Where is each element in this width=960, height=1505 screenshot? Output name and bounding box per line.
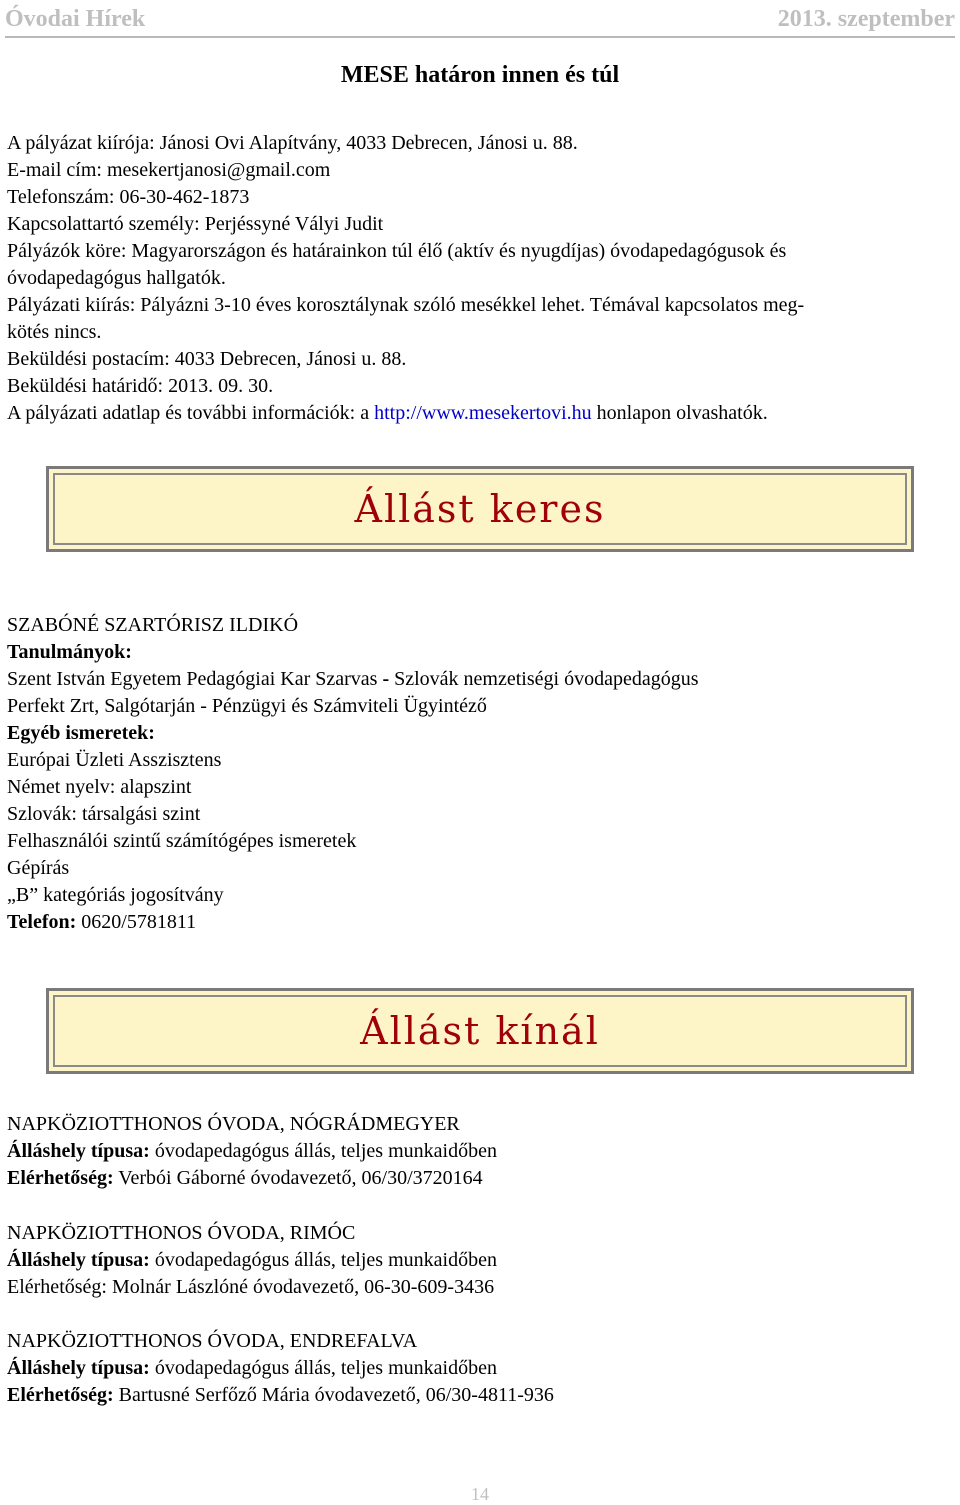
studies-label: Tanulmányok: [7, 641, 132, 663]
skill-item: Szlovák: társalgási szint [7, 803, 201, 825]
page-header [5, 0, 955, 38]
offer-type-label: Álláshely típusa: [7, 1249, 150, 1271]
skill-item: Gépírás [7, 857, 70, 879]
offer-type-value: óvodapedagógus állás, teljes munkaidőben [149, 1249, 497, 1271]
contest-deadline: Beküldési határidő: 2013. 09. 30. [7, 375, 274, 397]
offer-name: NAPKÖZIOTTHONOS ÓVODA, RIMÓC [7, 1222, 356, 1244]
offer-contact-value: Verbói Gáborné óvodavezető, 06/30/3720164 [113, 1167, 483, 1189]
job-offer-heading: Állást kínál [360, 1009, 600, 1053]
skill-item: Európai Üzleti Asszisztens [7, 749, 222, 771]
seeker-phone [7, 909, 196, 936]
offer-contact-label: Elérhetőség: [7, 1167, 114, 1189]
contest-applicants-cont: óvodapedagógus hallgatók. [7, 267, 226, 289]
skill-item: „B” kategóriás jogosítvány [7, 884, 224, 906]
offer-contact-label: Elérhetőség: [7, 1384, 114, 1406]
offer-type [7, 1355, 497, 1382]
job-offer-banner [46, 988, 914, 1074]
offer-type-value: óvodapedagógus állás, teljes munkaidőben [149, 1140, 497, 1162]
contest-email: E-mail cím: mesekertjanosi@gmail.com [7, 159, 331, 181]
skill-item: Német nyelv: alapszint [7, 776, 192, 798]
contest-description-cont: kötés nincs. [7, 321, 102, 343]
offer-name: NAPKÖZIOTTHONOS ÓVODA, ENDREFALVA [7, 1330, 418, 1352]
job-seeker-banner [46, 466, 914, 552]
offer-type-label: Álláshely típusa: [7, 1140, 150, 1162]
info-text-pre: A pályázati adatlap és további információk: a [7, 402, 375, 424]
issue-date: 2013. szeptember [777, 6, 955, 32]
offer-contact [7, 1274, 494, 1301]
study-entry-2: Perfekt Zrt, Salgótarján - Pénzügyi és Számviteli Ügyintéző [7, 695, 487, 717]
study-entry [7, 666, 699, 693]
study-entry-text-end: Szlovák nemzetiségi óvodapedagógus [389, 668, 699, 690]
offer-name: NAPKÖZIOTTHONOS ÓVODA, NÓGRÁDMEGYER [7, 1113, 460, 1135]
study-entry-text: Szent István Egyetem Pedagógiai Kar Szarvas [7, 668, 383, 690]
job-seeker-heading: Állást keres [354, 487, 606, 531]
offer-contact-value: Elérhetőség: Molnár Lászlóné óvodavezető, 06-30-609-3436 [7, 1276, 495, 1298]
phone-number: 0620/5781811 [76, 911, 197, 933]
newsletter-title: Óvodai Hírek [5, 6, 146, 32]
offer-type-label: Álláshely típusa: [7, 1357, 150, 1379]
contest-contact-person: Kapcsolattartó személy: Perjéssyné Vályi Judit [7, 213, 384, 235]
phone-label: Telefon: [7, 911, 77, 933]
contest-phone: Telefonszám: 06-30-462-1873 [7, 186, 250, 208]
contest-applicants: Pályázók köre: Magyarországon és határainkon túl élő (aktív és nyugdíjas) óvodapedagógusok és [7, 240, 787, 262]
offer-type [7, 1247, 497, 1274]
study-entry-dash: - [382, 668, 390, 690]
offer-contact-value: Bartusné Serfőző Mária óvodavezető, 06/30-4811-936 [113, 1384, 554, 1406]
article-title: MESE határon innen és túl [340, 62, 620, 88]
offer-contact [7, 1165, 483, 1192]
info-text-post: honlapon olvashatók. [591, 402, 768, 424]
page-number: 14 [471, 1484, 489, 1504]
contest-description: Pályázati kiírás: Pályázni 3-10 éves korosztálynak szóló mesékkel lehet. Témával kapcsolatos meg- [7, 294, 805, 316]
website-link[interactable]: http://www.mesekertovi.hu [374, 402, 592, 424]
seeker-name: SZABÓNÉ SZARTÓRISZ ILDIKÓ [7, 614, 299, 636]
contest-info-line [7, 400, 768, 427]
other-skills-label: Egyéb ismeretek: [7, 722, 155, 744]
contest-postal-address: Beküldési postacím: 4033 Debrecen, Jánosi u. 88. [7, 348, 407, 370]
offer-contact [7, 1382, 554, 1409]
skill-item: Felhasználói szintű számítógépes ismeretek [7, 830, 357, 852]
offer-type [7, 1138, 497, 1165]
contest-organizer: A pályázat kiírója: Jánosi Ovi Alapítvány, 4033 Debrecen, Jánosi u. 88. [7, 132, 578, 154]
offer-type-value: óvodapedagógus állás, teljes munkaidőben [149, 1357, 497, 1379]
